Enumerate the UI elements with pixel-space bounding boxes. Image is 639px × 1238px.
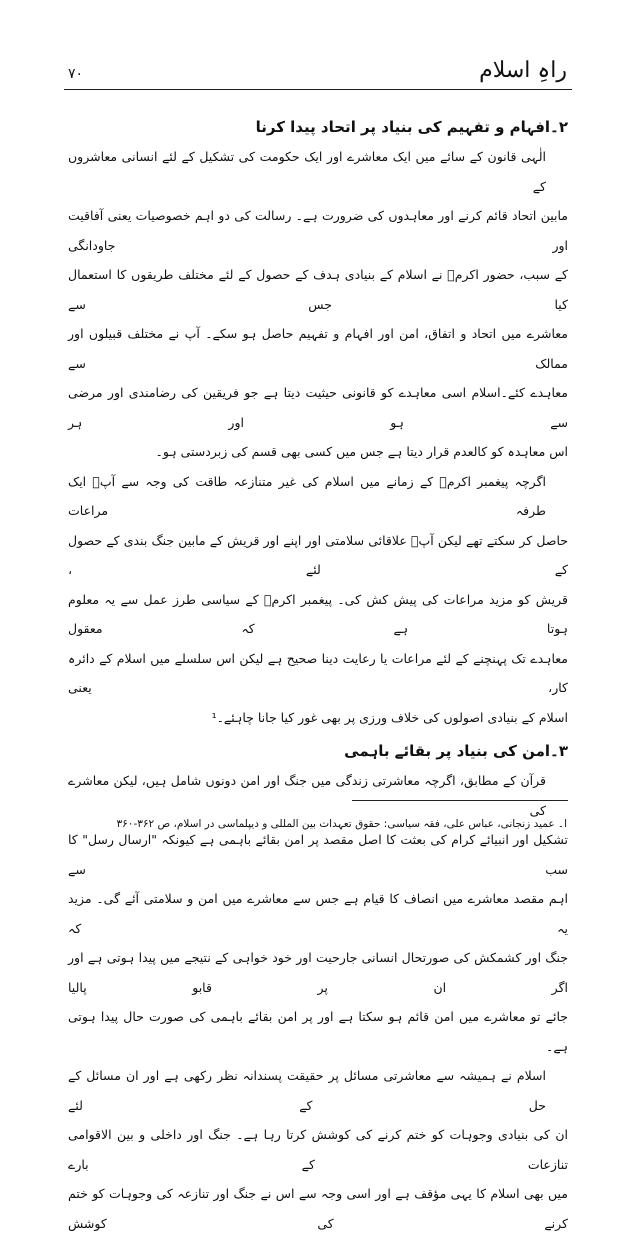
text-line: الٰہی قانون کے سائے میں ایک معاشرے اور ایک حکومت کی تشکیل کے لئے انسانی معاشروں کے xyxy=(68,149,546,194)
text-line: میں بھی اسلام کا یہی مؤقف ہے اور اسی وجہ سے اس نے جنگ اور تنازعہ کی وجوہات کو ختم کرنے کی کوشش xyxy=(68,1186,568,1231)
text-line: جائے تو معاشرے میں امن قائم ہو سکتا ہے اور پر امن بقائے باہمی کی صورت حال پیدا ہوتی ہے۔ xyxy=(68,1009,568,1054)
section xyxy=(68,736,568,1238)
text-line: معاہدے تک پہنچنے کے لئے مراعات یا رعایت دینا صحیح ہے لیکن اس سلسلے میں اسلام کے دائرہ کار، یعنی xyxy=(68,650,568,695)
paragraph xyxy=(68,467,568,733)
text-line: حاصل کر سکتے تھے لیکن آپؐ علاقائی سلامتی اور اپنے اور قریش کے مابین جنگ بندی کے حصول کے لئے ، xyxy=(68,532,568,577)
page-number: ۷۰ xyxy=(68,66,84,82)
text-line: معاشرے میں اتحاد و اتفاق، امن اور افہام و تفہیم حاصل ہو سکے۔ آپ نے مختلف قبیلوں اور ممالک سے xyxy=(68,326,568,371)
page-body xyxy=(68,112,568,1238)
header-rule xyxy=(64,89,572,90)
text-line: قرآن کے مطابق، اگرچہ معاشرتی زندگی میں جنگ اور امن دونوں شامل ہیں، لیکن معاشرے کی xyxy=(68,773,546,818)
text-line: جنگ اور کشمکش کی صورتحال انسانی جارحیت اور خود خواہی کے نتیجے میں پیدا ہوتی ہے اور اگر ان پر قابو پالیا xyxy=(68,950,568,995)
section xyxy=(68,112,568,732)
text-line: مابین اتحاد قائم کرنے اور معاہدوں کی ضرورت ہے۔ رسالت کی دو اہم خصوصیات یعنی آفاقیت اور جاودانگی xyxy=(68,208,568,253)
paragraph xyxy=(68,1061,568,1238)
section-heading: ۳۔امن کی بنیاد پر بقائے باہمی xyxy=(344,742,568,760)
text-line: معاہدے کئے۔اسلام اسی معاہدے کو قانونی حیثیت دیتا ہے جو فریقین کی رضامندی اور مرضی سے ہو اور ہر xyxy=(68,385,568,430)
text-line: ان کی بنیادی وجوہات کو ختم کرنے کی کوشش کرتا رہا ہے۔ جنگ اور داخلی و بین الاقوامی تنازعات کے بارے xyxy=(68,1127,568,1172)
running-title: راہِ اسلام xyxy=(479,58,567,83)
paragraph xyxy=(68,142,568,467)
text-line: اسلام کے بنیادی اصولوں کی خلاف ورزی پر بھی غور کیا جانا چاہئے۔¹ xyxy=(211,709,568,725)
text-line: اسلام نے ہمیشہ سے معاشرتی مسائل پر حقیقت پسندانہ نظر رکھی ہے اور ان مسائل کے حل کے لئے xyxy=(68,1068,546,1113)
text-line: کے سبب، حضور اکرمؐ نے اسلام کے بنیادی ہدف کے حصول کے لئے مختلف طریقوں کا استعمال کیا جس سے xyxy=(68,267,568,312)
paragraph xyxy=(68,766,568,1061)
text-line: تشکیل اور انبیائے کرام کی بعثت کا اصل مقصد پر امن بقائے باہمی ہے کیونکہ "ارسال رسل" کا سب سے xyxy=(68,832,568,877)
text-line: اگرچہ پیغمبر اکرمؐ کے زمانے میں اسلام کی غیر متنازعہ طاقت کی وجہ سے آپؐ ایک طرفہ مراعات xyxy=(68,473,546,518)
footnote-rule xyxy=(352,800,568,801)
text-line: اس معاہدہ کو کالعدم قرار دیتا ہے جس میں کسی بھی قسم کی زبردستی ہو۔ xyxy=(155,444,568,459)
section-heading: ۲۔افہام و تفہیم کی بنیاد پر اتحاد پیدا کرنا xyxy=(255,118,568,136)
footnote: ا۔ عمید زنجانی، عباس علی، فقہ سیاسی: حقوق تعہدات بین المللی و دیپلماسی در اسلام، ص ۳۶۲-۳۶۰ xyxy=(116,818,567,830)
text-line: قریش کو مزید مراعات کی پیش کش کی۔ پیغمبر اکرمؐ کے سیاسی طرز عمل سے یہ معلوم ہوتا ہے کہ معقول xyxy=(68,591,568,636)
text-line: اہم مقصد معاشرے میں انصاف کا قیام ہے جس سے معاشرے میں امن و سلامتی آئے گی۔ مزید یہ کہ xyxy=(68,891,568,936)
